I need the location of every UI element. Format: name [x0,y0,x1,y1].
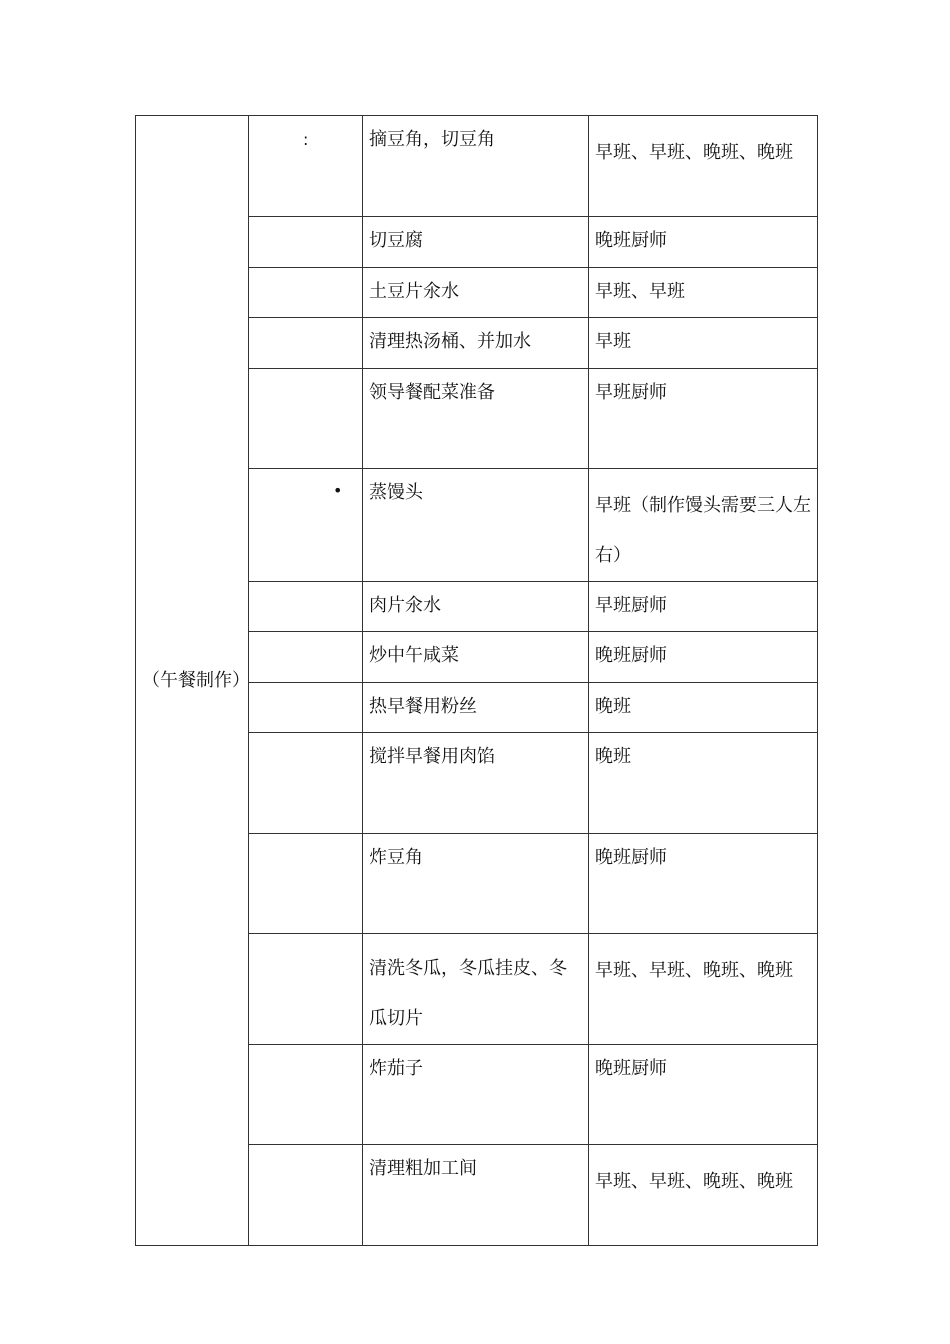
staff-cell [589,582,818,632]
task-cell [363,369,589,469]
task-cell [363,733,589,834]
staff-text: 晚班厨师 [595,645,667,666]
task-text: 炒中午咸菜 [369,645,459,666]
task-cell [363,683,589,733]
table-row [136,116,818,217]
staff-cell [589,632,818,683]
task-cell [363,582,589,632]
marker-cell [249,116,363,217]
task-cell [363,1045,589,1145]
kitchen-task-table [135,115,818,1246]
staff-text: 早班（制作馒头需要三人左右） [595,495,811,566]
staff-text: 晚班 [595,696,631,717]
task-text: 土豆片氽水 [369,281,459,302]
marker-cell [249,369,363,469]
staff-text: 早班厨师 [595,595,667,616]
task-cell [363,217,589,268]
staff-text: 早班、早班、晚班、晚班 [595,142,793,163]
staff-cell [589,1045,818,1145]
task-cell [363,934,589,1045]
task-cell [363,834,589,934]
staff-cell [589,683,818,733]
marker-cell [249,1045,363,1145]
task-text: 摘豆角，切豆角 [369,129,495,150]
staff-cell [589,934,818,1045]
staff-cell [589,116,818,217]
task-text: 领导餐配菜准备 [369,382,495,403]
staff-text: 晚班厨师 [595,847,667,868]
staff-cell [589,318,818,369]
task-cell [363,469,589,582]
staff-text: 早班 [595,331,631,352]
staff-cell [589,469,818,582]
task-text: 热早餐用粉丝 [369,696,477,717]
task-text: 清理热汤桶、并加水 [369,331,531,352]
task-text: 清洗冬瓜，冬瓜挂皮、冬瓜切片 [369,958,567,1029]
task-cell [363,268,589,318]
task-text: 搅拌早餐用肉馅 [369,746,495,767]
marker-cell [249,733,363,834]
marker-cell [249,582,363,632]
staff-text: 晚班厨师 [595,1058,667,1079]
staff-text: 晚班 [595,746,631,767]
task-cell [363,1145,589,1246]
staff-text: 早班、早班、晚班、晚班 [595,960,793,981]
marker-cell [249,632,363,683]
task-text: 蒸馒头 [369,482,423,503]
task-text: 清理粗加工间 [369,1158,477,1179]
staff-text: 晚班厨师 [595,230,667,251]
section-label: （午餐制作） [142,669,250,691]
section-cell [136,116,249,1246]
marker-cell [249,683,363,733]
task-text: 炸茄子 [369,1058,423,1079]
staff-cell [589,268,818,318]
marker-cell [249,318,363,369]
task-text: 切豆腐 [369,230,423,251]
task-cell [363,632,589,683]
staff-cell [589,369,818,469]
marker-cell [249,268,363,318]
task-cell [363,318,589,369]
staff-cell [589,217,818,268]
staff-text: 早班、早班、晚班、晚班 [595,1171,793,1192]
staff-cell [589,733,818,834]
staff-text: 早班厨师 [595,382,667,403]
task-text: 肉片氽水 [369,595,441,616]
marker-cell [249,834,363,934]
marker-cell [249,934,363,1045]
marker-cell [249,469,363,582]
staff-cell [589,1145,818,1246]
task-cell [363,116,589,217]
staff-text: 早班、早班 [595,281,685,302]
colon-marker: : [303,130,309,149]
staff-cell [589,834,818,934]
marker-cell [249,217,363,268]
bullet-marker: • [333,481,343,500]
task-text: 炸豆角 [369,847,423,868]
marker-cell [249,1145,363,1246]
